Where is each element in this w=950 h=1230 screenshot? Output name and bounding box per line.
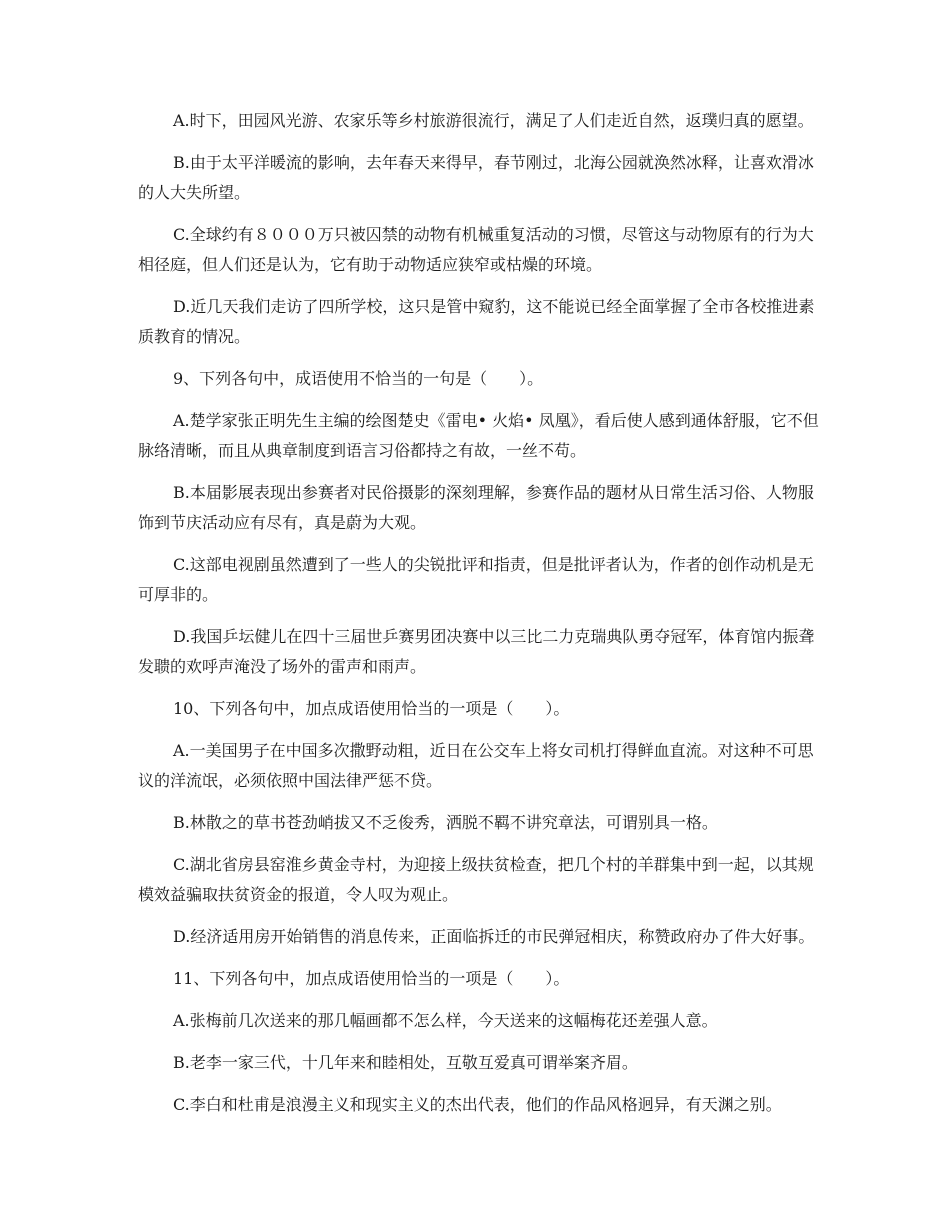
option-9c: C.这部电视剧虽然遭到了一些人的尖锐批评和指责，但是批评者认为，作者的创作动机是无可厚非的。 [138,555,814,604]
option-8c: C.全球约有８０００万只被囚禁的动物有机械重复活动的习惯，尽管这与动物原有的行为大相径庭，但人们还是认为，它有助于动物适应狭窄或枯燥的环境。 [138,225,814,274]
question-10: 10、下列各句中，加点成语使用恰当的一项是（ ）。 [173,699,570,718]
option-9a: A.楚学家张正明先生主编的绘图楚史《雷电• 火焰• 凤凰》，看后使人感到通体舒服，它不但脉络清晰，而且从典章制度到语言习俗都持之有故，一丝不苟。 [138,411,819,460]
option-10a: A.一美国男子在中国多次撒野动粗，近日在公交车上将女司机打得鲜血直流。对这种不可思议的洋流氓，必须依照中国法律严惩不贷。 [138,741,814,790]
document-body [138,106,828,1132]
option-11b: B.老李一家三代，十几年来和睦相处，互敬互爱真可谓举案齐眉。 [173,1053,638,1072]
option-10d: D.经济适用房开始销售的消息传来，正面临拆迁的市民弹冠相庆，称赞政府办了件大好事。 [173,927,815,946]
option-9b: B.本届影展表现出参赛者对民俗摄影的深刻理解，参赛作品的题材从日常生活习俗、人物服饰到节庆活动应有尽有，真是蔚为大观。 [138,483,814,532]
option-8d: D.近几天我们走访了四所学校，这只是管中窥豹，这不能说已经全面掌握了全市各校推进素质教育的情况。 [138,297,815,346]
option-10c: C.湖北省房县窑淮乡黄金寺村，为迎接上级扶贫检查，把几个村的羊群集中到一起，以其规模效益骗取扶贫资金的报道，令人叹为观止。 [138,855,814,904]
question-11: 11、下列各句中，加点成语使用恰当的一项是（ ）。 [173,969,570,988]
option-10b: B.林散之的草书苍劲峭拔又不乏俊秀，洒脱不羁不讲究章法，可谓别具一格。 [173,813,718,832]
question-9: 9、下列各句中，成语使用不恰当的一句是（ ）。 [173,369,544,388]
option-9d: D.我国乒坛健儿在四十三届世乒赛男团决赛中以三比二力克瑞典队勇夺冠军，体育馆内振聋发聩的欢呼声淹没了场外的雷声和雨声。 [138,627,815,676]
option-8a: A.时下，田园风光游、农家乐等乡村旅游很流行，满足了人们走近自然，返璞归真的愿望。 [173,111,814,130]
option-11a: A.张梅前几次送来的那几幅画都不怎么样，今天送来的这幅梅花还差强人意。 [173,1011,718,1030]
option-11c: C.李白和杜甫是浪漫主义和现实主义的杰出代表，他们的作品风格迥异，有天渊之别。 [173,1095,782,1114]
option-8b: B.由于太平洋暖流的影响，去年春天来得早，春节刚过，北海公园就涣然冰释，让喜欢滑冰的人大失所望。 [138,153,814,202]
